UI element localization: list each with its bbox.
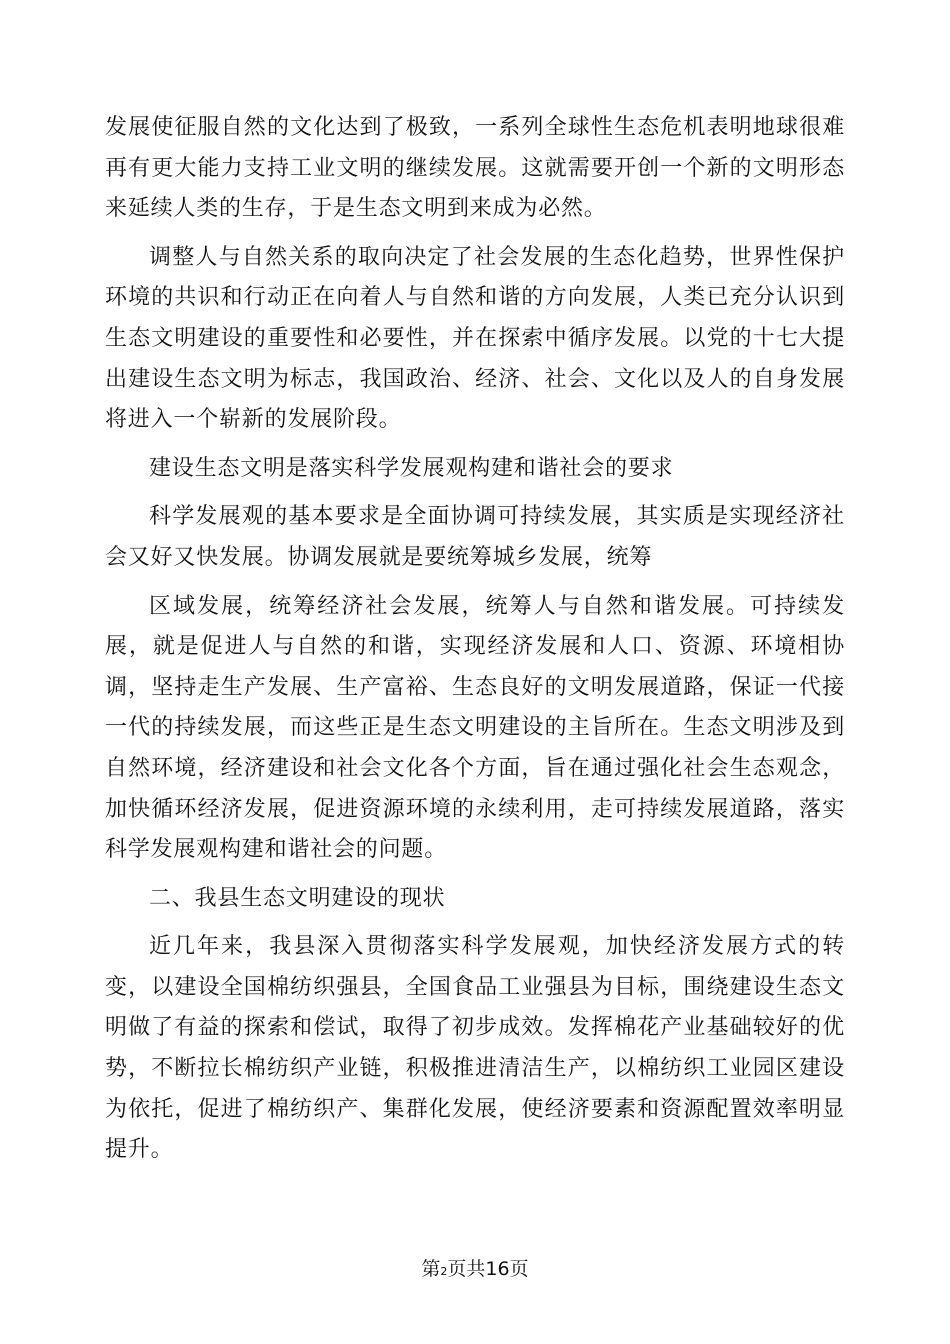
paragraph-2: 调整人与自然关系的取向决定了社会发展的生态化趋势，世界性保护环境的共识和行动正在向着人与自然和谐的方向发展，人类已充分认识到生态文明建设的重要性和必要性，并在探索中循序发展。以党的十七大提出建设生态文明为标志，我国政治、经济、社会、文化以及人的自身发展将进入一个崭新的发展阶段。	[105, 244, 845, 433]
document-body	[105, 108, 845, 1171]
paragraph-3: 科学发展观的基本要求是全面协调可持续发展，其实质是实现经济社会又好又快发展。协调发展就是要统筹城乡发展，统筹	[105, 504, 845, 570]
section-heading-2: 二、我县生态文明建设的现状	[149, 885, 446, 911]
paragraph-5: 近几年来，我县深入贯彻落实科学发展观，加快经济发展方式的转变，以建设全国棉纺织强县，全国食品工业强县为目标，围绕建设生态文明做了有益的探索和偿试，取得了初步成效。发挥棉花产业基础较好的优势，不断拉长棉纺织产业链，积极推进清洁生产，以棉纺织工业园区建设为依托，促进了棉纺织产、集群化发展，使经济要素和资源配置效率明显提升。	[105, 934, 845, 1163]
footer-page-number: 2	[440, 1265, 448, 1278]
footer-prefix: 第	[421, 1258, 441, 1280]
section-heading-1: 建设生态文明是落实科学发展观构建和谐社会的要求	[149, 455, 674, 481]
footer-total-pages: 16	[485, 1258, 510, 1280]
footer-suffix: 页	[509, 1258, 529, 1280]
page-footer	[0, 1257, 950, 1284]
footer-middle: 页共	[447, 1258, 486, 1280]
paragraph-1: 发展使征服自然的文化达到了极致，一系列全球性生态危机表明地球很难再有更大能力支持工业文明的继续发展。这就需要开创一个新的文明形态来延续人类的生存，于是生态文明到来成为必然。	[105, 115, 845, 222]
paragraph-4: 区域发展，统筹经济社会发展，统筹人与自然和谐发展。可持续发展，就是促进人与自然的和谐，实现经济发展和人口、资源、环境相协调，坚持走生产发展、生产富裕、生态良好的文明发展道路，保证一代接一代的持续发展，而这些正是生态文明建设的主旨所在。生态文明涉及到自然环境，经济建设和社会文化各个方面，旨在通过强化社会生态观念，加快循环经济发展，促进资源环境的永续利用，走可持续发展道路，落实科学发展观构建和谐社会的问题。	[105, 593, 845, 863]
